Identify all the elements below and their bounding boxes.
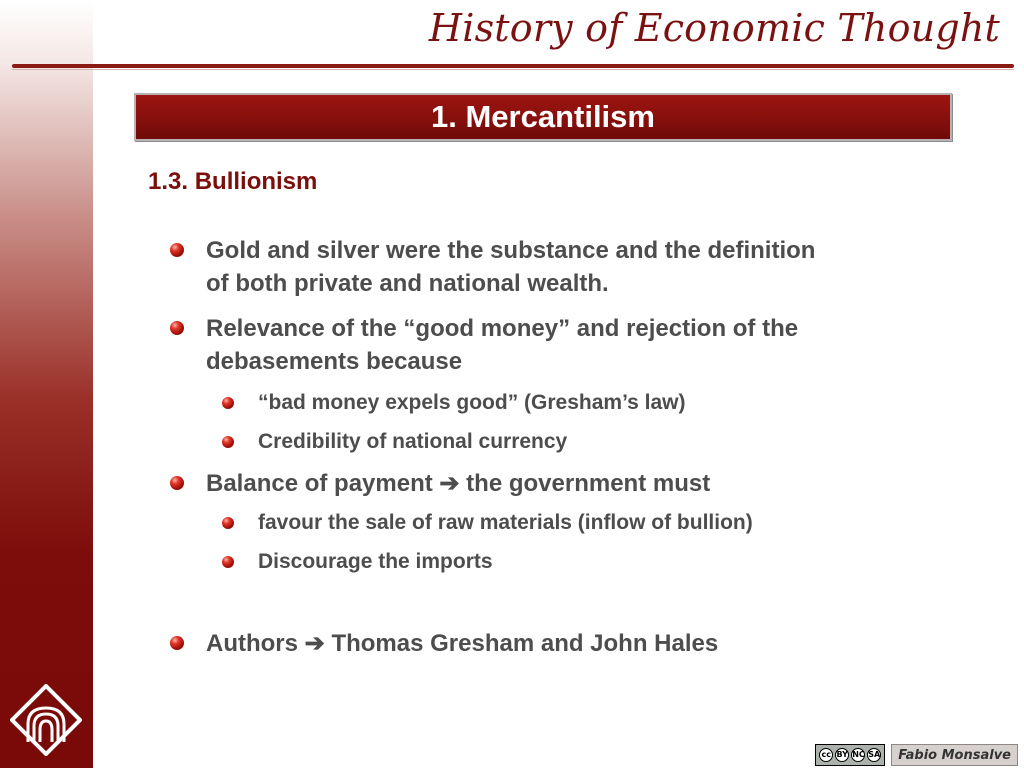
nc-icon: NC	[851, 748, 865, 762]
list-item-line: Relevance of the “good money” and rejection of the	[206, 315, 799, 342]
list-item-line: of both private and national wealth.	[206, 270, 609, 297]
bullet-icon	[170, 476, 184, 490]
by-icon: BY	[835, 748, 849, 762]
sub-bullet-icon	[222, 517, 234, 529]
author-name: Fabio Monsalve	[891, 744, 1018, 766]
cc-icon: cc	[819, 748, 833, 762]
list-item	[206, 467, 710, 500]
slide-title: 1. Mercantilism	[431, 99, 655, 134]
section-subtitle: 1.3. Bullionism	[148, 168, 318, 195]
sa-icon: SA	[867, 748, 881, 762]
sub-bullet-icon	[222, 397, 234, 409]
list-item-line: Discourage the imports	[258, 550, 493, 573]
list-item-line: Gold and silver were the substance and the definition	[206, 237, 816, 264]
sub-list-item	[258, 428, 567, 456]
sub-list-item	[258, 389, 686, 417]
sub-bullet-icon	[222, 436, 234, 448]
bullet-icon	[170, 321, 184, 335]
list-item-line: “bad money expels good” (Gresham’s law)	[258, 391, 686, 414]
list-item-line: favour the sale of raw materials (inflow of bullion)	[258, 511, 753, 534]
list-item	[206, 627, 718, 660]
sub-bullet-icon	[222, 556, 234, 568]
list-item-line: Balance of payment ➔ the government must	[206, 470, 711, 497]
bullet-icon	[170, 636, 184, 650]
list-item-line: debasements because	[206, 348, 463, 375]
bullet-icon	[170, 243, 184, 257]
list-item-line: Authors ➔ Thomas Gresham and John Hales	[206, 630, 719, 657]
header-title: History of Economic Thought	[428, 6, 1000, 50]
list-item-line: Credibility of national currency	[258, 430, 568, 453]
list-item	[206, 234, 815, 300]
footer	[815, 744, 1018, 766]
cc-license-badge	[815, 744, 885, 766]
sub-list-item	[258, 548, 493, 576]
list-item	[206, 312, 798, 378]
sub-list-item	[258, 509, 753, 537]
